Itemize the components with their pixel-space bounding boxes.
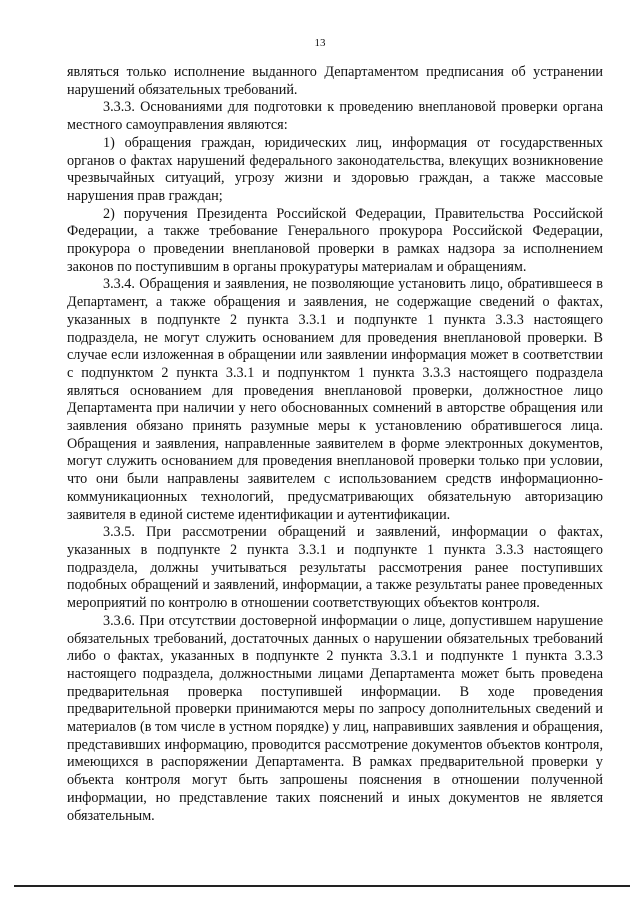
paragraph-3-3-6: 3.3.6. При отсутствии достоверной информации о лице, допустившем нарушение обязательных требований, достаточных данных о нарушении обязательных требований либо о фактах, указанных в подпункте 2 пункта 3.3.1 и подпункте 1 пункта 3.3.3 настоящего подраздела, должностными лицами Департамента может быть проведена предварительная проверка поступившей информации. В ходе проведения предварительной проверки принимаются меры по запросу дополнительных сведений и материалов (в том числе в устном порядке) у лиц, направивших заявления и обращения, представивших информацию, проводится рассмотрение документов объектов контроля, имеющихся в распоряжении Департамента. В рамках предварительной проверки у объекта контроля могут быть запрошены пояснения в отношении полученной информации, но представление таких пояснений и иных документов не является обязательным.	[67, 612, 603, 824]
document-body	[67, 64, 603, 825]
paragraph-3-3-4: 3.3.4. Обращения и заявления, не позволяющие установить лицо, обратившееся в Департамент, а также обращения и заявления, не содержащие сведений о фактах, указанных в подпункте 2 пункта 3.3.1 и подпункте 1 пункта 3.3.3 настоящего подраздела, не могут служить основанием для проведения внеплановой проверки. В случае если изложенная в обращении или заявлении информация может в соответствии с подпунктом 2 пункта 3.3.1 и подпунктом 1 пункта 3.3.3 настоящего подраздела являться основанием для проведения внеплановой проверки, должностное лицо Департамента при наличии у него обоснованных сомнений в авторстве обращения или заявления обязано принять разумные меры к установлению обратившегося лица. Обращения и заявления, направленные заявителем в форме электронных документов, могут служить основанием для проведения внеплановой проверки только при условии, что они были направлены заявителем с использованием средств информационно-коммуникационных технологий, предусматривающих обязательную авторизацию заявителя в единой системе идентификации и аутентификации.	[67, 276, 603, 523]
bottom-divider	[14, 885, 630, 887]
page-number: 13	[314, 37, 326, 49]
paragraph-3-3-3-item-2: 2) поручения Президента Российской Федерации, Правительства Российской Федерации, а также требование Генерального прокурора Российской Федерации, прокурора о проведении внеплановой проверки в рамках надзора за исполнением законов по поступившим в органы прокуратуры материалам и обращениям.	[67, 205, 603, 275]
paragraph-3-3-3: 3.3.3. Основаниями для подготовки к проведению внеплановой проверки органа местного самоуправления являются:	[67, 99, 603, 134]
paragraph-3-3-5: 3.3.5. При рассмотрении обращений и заявлений, информации о фактах, указанных в подпункте 2 пункта 3.3.1 и подпункте 1 пункта 3.3.3 настоящего подраздела, должны учитываться результаты рассмотрения ранее поступивших подобных обращений и заявлений, информации, а также результаты ранее проведенных мероприятий по контролю в отношении соответствующих объектов контроля.	[67, 524, 603, 612]
paragraph-3-3-3-item-1: 1) обращения граждан, юридических лиц, информация от государственных органов о фактах нарушений федерального законодательства, влекущих возникновение чрезвычайных ситуаций, угрозу жизни и здоровью граждан, а также массовые нарушения прав граждан;	[67, 134, 603, 204]
paragraph-continuation: являться только исполнение выданного Департаментом предписания об устранении нарушений обязательных требований.	[67, 64, 603, 98]
